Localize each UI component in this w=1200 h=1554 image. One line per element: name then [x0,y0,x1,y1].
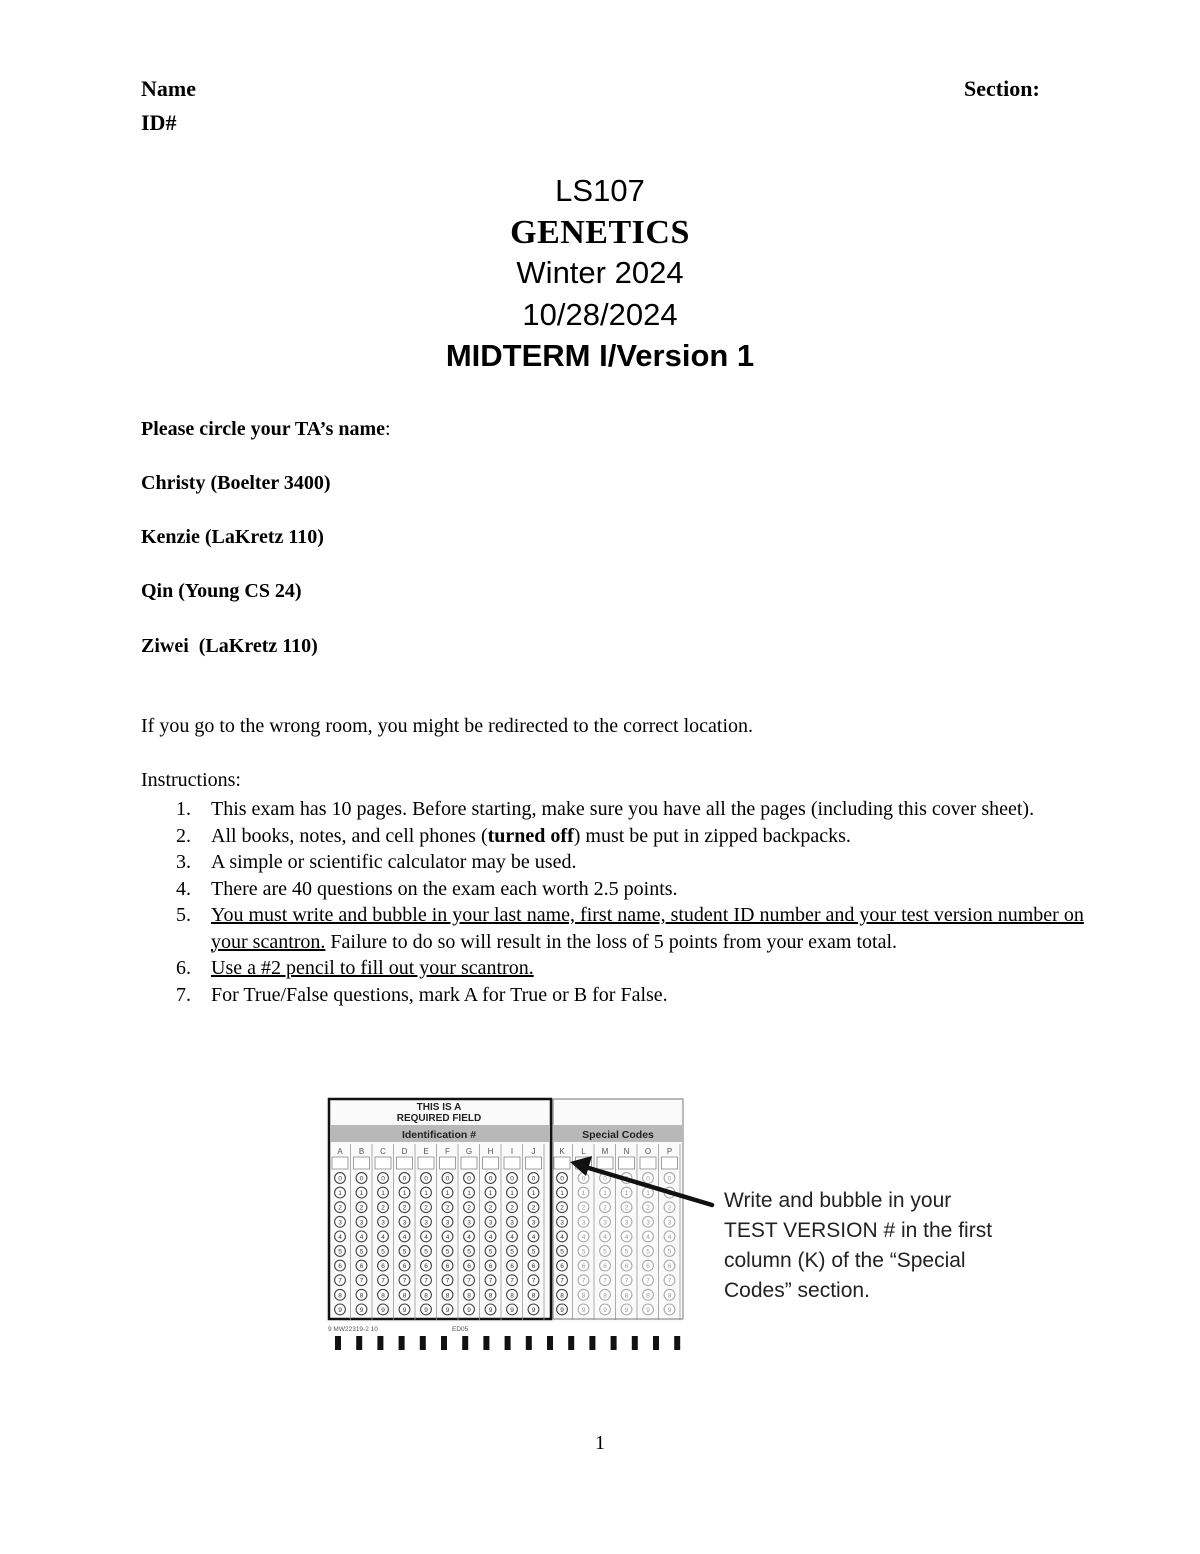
bubble-digit: 7 [424,1277,428,1285]
bubble-digit: 0 [402,1175,407,1183]
instruction-number: 2. [176,824,191,847]
timing-mark [547,1336,553,1350]
bubble-digit: 7 [338,1277,342,1285]
write-in-box [619,1157,635,1169]
bubble-digit: 0 [603,1175,607,1183]
write-in-box [483,1157,499,1169]
write-in-box [397,1157,413,1169]
form-code: 9 MW22319-2 10 [328,1326,378,1333]
bubble-digit: 0 [359,1175,364,1183]
write-in-box [418,1157,434,1169]
bubble-digit: 9 [338,1306,342,1314]
column-letter: G [465,1147,473,1156]
bubble-digit: 0 [646,1175,650,1183]
bubble-digit: 5 [467,1248,471,1256]
column-letter: E [423,1147,429,1156]
bubble-digit: 5 [624,1248,629,1256]
timing-mark [632,1336,638,1350]
bubble-digit: 5 [531,1248,536,1256]
bubble-digit: 8 [646,1292,650,1300]
ta-option[interactable]: Christy (Boelter 3400) [141,472,331,494]
bubble-digit: 1 [581,1190,586,1198]
bubble-digit: 7 [381,1277,385,1285]
bubble-digit: 3 [646,1219,650,1227]
term: Winter 2024 [516,255,684,290]
id-header-label: Identification # [401,1129,477,1141]
timing-mark [653,1336,659,1350]
bubble-digit: 0 [467,1175,471,1183]
timing-mark [483,1336,489,1350]
column-letter: A [337,1147,343,1156]
bubble-digit: 9 [445,1306,450,1314]
column-letter: F [445,1147,450,1156]
bubble-digit: 7 [624,1277,629,1285]
bubble-digit: 9 [560,1306,564,1314]
column-letter: C [380,1147,386,1156]
bubble-digit: 0 [338,1175,342,1183]
name-label: Name [141,76,196,101]
bubble-digit: 5 [667,1248,672,1256]
bubble-digit: 7 [603,1277,607,1285]
bubble-digit: 6 [359,1263,364,1271]
bubble-digit: 6 [667,1263,672,1271]
bubble-digit: 5 [359,1248,364,1256]
bubble-digit: 9 [467,1306,471,1314]
bubble-digit: 4 [646,1233,650,1241]
timing-mark [462,1336,468,1350]
bubble-digit: 7 [488,1277,493,1285]
bubble-digit: 6 [488,1263,493,1271]
timing-mark [505,1336,511,1350]
bubble-digit: 8 [467,1292,471,1300]
bubble-digit: 9 [359,1306,364,1314]
page-number: 1 [595,1432,605,1454]
bubble-digit: 5 [646,1248,650,1256]
bubble-digit: 3 [402,1219,407,1227]
bubble-digit: 6 [338,1263,342,1271]
bubble-digit: 4 [424,1233,428,1241]
bubble-digit: 7 [402,1277,407,1285]
column-letter: D [401,1147,408,1156]
bubble-digit: 4 [359,1233,364,1241]
bubble-digit: 7 [359,1277,364,1285]
timing-mark [526,1336,532,1350]
bubble-digit: 3 [424,1219,428,1227]
bubble-digit: 2 [560,1204,564,1212]
required-label: THIS IS A [416,1102,462,1113]
instruction-number: 3. [176,851,191,873]
section-label: Section: [964,76,1040,101]
timing-mark [420,1336,426,1350]
bubble-digit: 5 [603,1248,607,1256]
bubble-digit: 2 [581,1204,586,1212]
bubble-digit: 3 [359,1219,364,1227]
bubble-digit: 8 [531,1292,536,1300]
bubble-digit: 6 [424,1263,428,1271]
bubble-digit: 8 [338,1292,342,1300]
bubble-digit: 9 [402,1306,407,1314]
bubble-digit: 5 [488,1248,493,1256]
column-letter: P [666,1147,673,1156]
bubble-digit: 8 [510,1292,514,1300]
ta-option[interactable]: Kenzie (LaKretz 110) [141,526,324,548]
bubble-digit: 4 [581,1233,586,1241]
bubble-digit: 1 [338,1190,342,1198]
bubble-digit: 5 [338,1248,342,1256]
column-letter: M [601,1147,609,1156]
instruction-item [141,823,1121,850]
bubble-digit: 9 [603,1306,607,1314]
bubble-digit: 8 [603,1292,607,1300]
bubble-digit: 3 [467,1219,471,1227]
column-letter: B [358,1147,365,1156]
bubble-digit: 8 [445,1292,450,1300]
bubble-digit: 8 [359,1292,364,1300]
bubble-digit: 0 [581,1175,586,1183]
bubble-digit: 0 [560,1175,564,1183]
bubble-digit: 6 [531,1263,536,1271]
room-note: If you go to the wrong room, you might be redirected to the correct location. [141,715,754,737]
bubble-digit: 3 [560,1219,564,1227]
timing-mark [335,1336,341,1350]
bubble-digit: 0 [424,1175,428,1183]
column-letter: H [487,1147,494,1156]
bubble-digit: 2 [381,1204,385,1212]
bubble-digit: 0 [510,1175,514,1183]
bubble-digit: 2 [424,1204,428,1212]
bubble-digit: 2 [667,1204,672,1212]
column-letter: O [644,1147,652,1156]
bubble-digit: 3 [667,1219,672,1227]
column-letter: N [623,1147,630,1156]
special-header-label: Special Codes [582,1129,654,1141]
write-in-box [461,1157,477,1169]
bubble-digit: 6 [624,1263,629,1271]
bubble-digit: 8 [667,1292,672,1300]
bubble-digit: 8 [381,1292,385,1300]
instruction-number: 5. [176,904,191,926]
instructions-heading: Instructions: [141,769,241,791]
instruction-number: 7. [176,983,191,1006]
bubble-digit: 5 [402,1248,407,1256]
timing-mark [568,1336,574,1350]
bubble-digit: 4 [338,1233,342,1241]
bubble-digit: 7 [646,1277,650,1285]
instruction-text: Failure to do so will result in the loss of 5 points from your exam total. [325,930,898,953]
bubble-digit: 4 [381,1233,385,1241]
bubble-digit: 2 [488,1204,493,1212]
exam-version: MIDTERM I/Version 1 [445,338,755,373]
bubble-digit: 7 [510,1277,514,1285]
bubble-digit: 0 [488,1175,493,1183]
bubble-digit: 9 [381,1306,385,1314]
bubble-digit: 2 [603,1204,607,1212]
ta-option[interactable]: Qin (Young CS 24) [141,580,302,602]
bubble-digit: 7 [560,1277,564,1285]
bubble-digit: 1 [646,1190,650,1198]
timing-mark [589,1336,595,1350]
exam-date: 10/28/2024 [522,297,678,332]
bubble-digit: 9 [667,1306,672,1314]
instruction-item [141,876,1121,903]
instruction-underlined: Use a #2 pencil to fill out your scantron. [211,957,534,979]
bubble-digit: 3 [581,1219,586,1227]
bubble-digit: 3 [510,1219,514,1227]
instruction-number: 4. [176,877,191,900]
ta-prompt [141,418,391,441]
instruction-text: For True/False questions, mark A for True or B for False. [211,983,668,1006]
bubble-digit: 7 [667,1277,672,1285]
timing-mark [377,1336,383,1350]
bubble-digit: 1 [424,1190,428,1198]
course-code: LS107 [555,173,645,208]
write-in-box [354,1157,370,1169]
bubble-digit: 2 [359,1204,364,1212]
bubble-digit: 8 [424,1292,428,1300]
bubble-digit: 3 [338,1219,342,1227]
bubble-digit: 2 [402,1204,407,1212]
instruction-text: All books, notes, and cell phones ( [211,824,488,847]
bubble-digit: 9 [531,1306,536,1314]
write-in-box [375,1157,391,1169]
bubble-digit: 1 [381,1190,385,1198]
form-code-2: ED05 [452,1326,469,1333]
instruction-text: This exam has 10 pages. Before starting, make sure you have all the pages (including this cover sheet). [211,798,1035,820]
bubble-digit: 2 [510,1204,514,1212]
bubble-digit: 7 [531,1277,536,1285]
bubble-digit: 9 [624,1306,629,1314]
ta-option[interactable]: Ziwei (LaKretz 110) [141,635,318,657]
bubble-digit: 0 [531,1175,536,1183]
timing-mark [441,1336,447,1350]
instruction-number: 1. [176,798,191,820]
timing-mark [611,1336,617,1350]
bubble-digit: 6 [603,1263,607,1271]
callout-note: Write and bubble in your TEST VERSION # in the first column (K) of the “Special Codes” section. [724,1189,993,1302]
bubble-digit: 4 [667,1233,672,1241]
column-letter: K [559,1147,565,1156]
column-letter: I [510,1147,514,1156]
write-in-box [332,1157,348,1169]
bubble-digit: 8 [488,1292,493,1300]
bubble-digit: 1 [488,1190,493,1198]
bubble-digit: 6 [560,1263,564,1271]
write-in-box [597,1157,613,1169]
bubble-digit: 1 [603,1190,607,1198]
bubble-digit: 4 [624,1233,629,1241]
bubble-digit: 9 [581,1306,586,1314]
bubble-digit: 5 [381,1248,385,1256]
bubble-digit: 1 [445,1190,450,1198]
bubble-digit: 8 [560,1292,564,1300]
bubble-digit: 8 [402,1292,407,1300]
scantron-grid [326,1098,712,1350]
bubble-digit: 4 [510,1233,514,1241]
ta-prompt-text: Please circle your TA’s name [141,418,386,440]
bubble-digit: 0 [445,1175,450,1183]
bubble-digit: 9 [646,1306,650,1314]
bubble-digit: 5 [424,1248,428,1256]
bubble-digit: 4 [467,1233,471,1241]
instruction-item [141,955,1121,982]
bubble-digit: 4 [402,1233,407,1241]
bubble-digit: 7 [467,1277,471,1285]
bubble-digit: 4 [560,1233,564,1241]
bubble-digit: 7 [581,1277,586,1285]
bubble-digit: 6 [445,1263,450,1271]
write-in-box [504,1157,520,1169]
bubble-digit: 6 [402,1263,407,1271]
column-letter: L [581,1147,586,1156]
instruction-number: 6. [176,957,191,979]
bubble-digit: 4 [488,1233,493,1241]
bubble-digit: 5 [445,1248,450,1256]
bubble-digit: 2 [338,1204,342,1212]
bubble-digit: 5 [581,1248,586,1256]
scantron-illustration [320,1092,720,1354]
column-letter: J [531,1147,536,1156]
bubble-digit: 6 [510,1263,514,1271]
instructions-list [141,796,1121,1008]
bubble-digit: 3 [445,1219,450,1227]
bubble-digit: 1 [402,1190,407,1198]
bubble-digit: 0 [381,1175,385,1183]
bubble-digit: 3 [488,1219,493,1227]
instruction-item [141,982,1121,1009]
bubble-digit: 3 [381,1219,385,1227]
bubble-digit: 5 [510,1248,514,1256]
timing-mark [399,1336,405,1350]
bubble-digit: 9 [488,1306,493,1314]
bubble-digit: 3 [603,1219,607,1227]
instruction-item [141,902,1121,955]
bubble-digit: 1 [510,1190,514,1198]
write-in-box [640,1157,656,1169]
bubble-digit: 2 [445,1204,450,1212]
write-in-box [662,1157,678,1169]
instruction-text: A simple or scientific calculator may be used. [211,851,577,873]
course-subject: GENETICS [510,214,690,251]
instruction-item [141,849,1121,876]
ta-prompt-colon: : [385,418,391,440]
instruction-underlined: You must write and bubble in your last name, first name, student ID number and your test version number on your scantron. [211,904,1084,953]
bubble-digit: 2 [467,1204,471,1212]
bubble-digit: 4 [445,1233,450,1241]
bubble-digit: 3 [531,1219,536,1227]
bubble-digit: 1 [624,1190,629,1198]
bubble-digit: 2 [646,1204,650,1212]
bubble-digit: 8 [581,1292,586,1300]
bubble-digit: 4 [531,1233,536,1241]
bubble-digit: 6 [581,1263,586,1271]
id-label: ID# [141,110,177,135]
bubble-digit: 6 [381,1263,385,1271]
bubble-digit: 8 [624,1292,629,1300]
bubble-digit: 7 [445,1277,450,1285]
bubble-digit: 2 [531,1204,536,1212]
timing-mark [674,1336,680,1350]
write-in-box [554,1157,570,1169]
instruction-text: There are 40 questions on the exam each worth 2.5 points. [211,877,678,900]
bubble-digit: 6 [467,1263,471,1271]
bubble-digit: 4 [603,1233,607,1241]
required-label: REQUIRED FIELD [396,1113,482,1124]
instruction-item [141,796,1121,823]
bubble-digit: 5 [560,1248,564,1256]
bubble-digit: 2 [624,1204,629,1212]
instruction-text: ) must be put in zipped backpacks. [573,824,851,847]
write-in-box [526,1157,542,1169]
write-in-box [440,1157,456,1169]
bubble-digit: 1 [359,1190,364,1198]
bubble-digit: 3 [624,1219,629,1227]
bubble-digit: 1 [531,1190,536,1198]
bubble-digit: 1 [560,1190,564,1198]
bubble-digit: 6 [646,1263,650,1271]
bubble-digit: 9 [424,1306,428,1314]
bubble-digit: 9 [510,1306,514,1314]
bubble-digit: 0 [667,1175,672,1183]
bubble-digit: 1 [467,1190,471,1198]
instruction-emphasis: turned off [487,824,574,847]
timing-mark [356,1336,362,1350]
